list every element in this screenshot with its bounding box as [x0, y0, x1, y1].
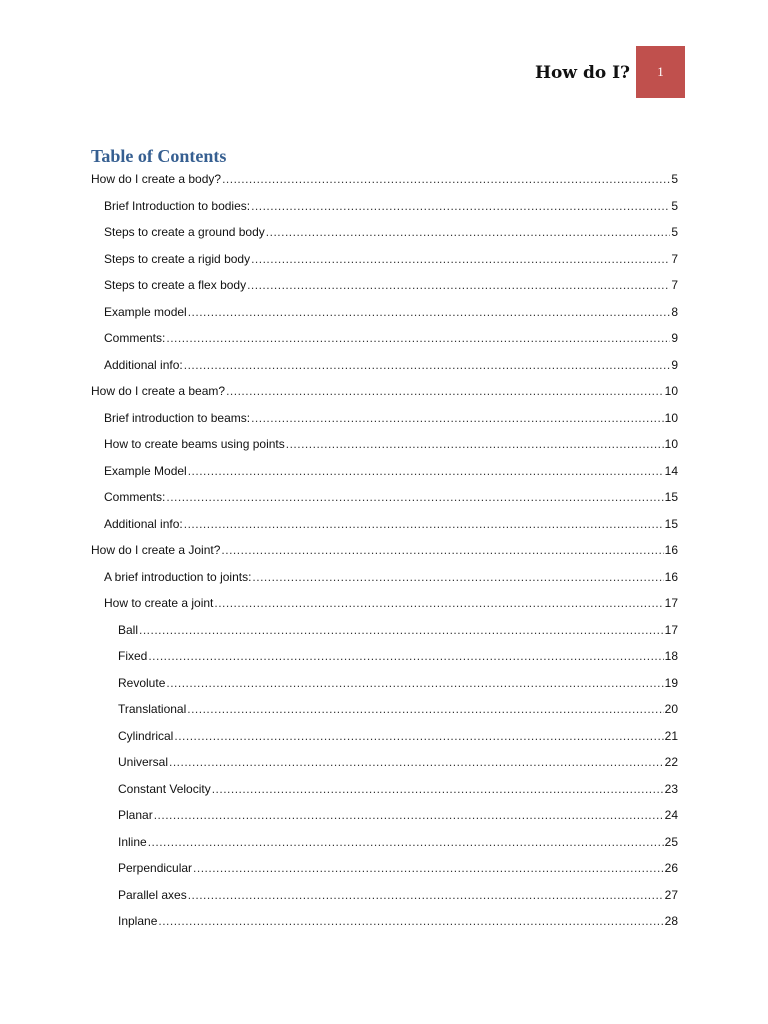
- toc-entry[interactable]: [0, 378, 768, 405]
- toc-entry-page: 19: [664, 675, 678, 690]
- toc-entry[interactable]: [0, 325, 768, 352]
- toc-dot-leader: [286, 431, 664, 458]
- toc-entry[interactable]: [0, 272, 768, 299]
- toc-entry[interactable]: [0, 855, 768, 882]
- toc-entry-page: 9: [671, 331, 678, 345]
- toc-entry-page: 22: [664, 755, 678, 769]
- toc-entry[interactable]: [0, 511, 768, 538]
- toc-entry-page: 24: [664, 808, 678, 822]
- toc-entry[interactable]: [0, 537, 768, 564]
- toc-dot-leader: [251, 193, 670, 220]
- toc-dot-leader: [166, 484, 663, 511]
- toc-entry[interactable]: [0, 643, 768, 670]
- toc-entry-page: 15: [664, 516, 678, 531]
- toc-entry-title: Universal: [118, 755, 169, 769]
- toc-entry[interactable]: [0, 829, 768, 856]
- toc-dot-leader: [226, 378, 664, 405]
- toc-entry-title: Comments:: [104, 490, 166, 504]
- toc-entry-page: 28: [664, 914, 678, 928]
- toc-entry-title: Inplane: [118, 914, 158, 928]
- toc-dot-leader: [193, 855, 664, 882]
- toc-dot-leader: [221, 537, 663, 564]
- toc-entry-page: 23: [664, 781, 678, 796]
- toc-dot-leader: [174, 723, 663, 750]
- toc-entry[interactable]: [0, 749, 768, 776]
- toc-entry-page: 8: [671, 304, 678, 319]
- toc-entry-page: 10: [664, 384, 678, 398]
- toc-entry-page: 10: [664, 437, 678, 451]
- toc-entry-title: Steps to create a rigid body: [104, 251, 251, 266]
- toc-entry[interactable]: [0, 564, 768, 591]
- toc-entry[interactable]: [0, 299, 768, 326]
- toc-dot-leader: [148, 643, 663, 670]
- toc-entry-page: 25: [664, 834, 678, 849]
- toc-entry[interactable]: [0, 458, 768, 485]
- toc-dot-leader: [266, 219, 670, 246]
- toc-dot-leader: [166, 325, 670, 352]
- toc-entry-page: 14: [664, 463, 678, 478]
- toc-entry[interactable]: [0, 617, 768, 644]
- toc-entry-title: Steps to create a ground body: [104, 225, 265, 239]
- toc-entry[interactable]: [0, 908, 768, 935]
- toc-entry-title: Perpendicular: [118, 861, 193, 875]
- toc-dot-leader: [251, 405, 664, 432]
- toc-entry[interactable]: [0, 882, 768, 909]
- toc-entry-page: 10: [664, 410, 678, 425]
- toc-entry-page: 17: [664, 622, 678, 637]
- toc-dot-leader: [188, 458, 664, 485]
- toc-dot-leader: [251, 246, 670, 273]
- toc-entry-title: Planar: [118, 808, 153, 822]
- toc-dot-leader: [148, 829, 664, 856]
- toc-entry-page: 5: [671, 198, 678, 213]
- toc-entry-page: 9: [671, 357, 678, 372]
- toc-entry-title: How do I create a body?: [91, 172, 222, 186]
- toc-dot-leader: [139, 617, 664, 644]
- toc-dot-leader: [184, 352, 670, 379]
- toc-entry-title: Constant Velocity: [118, 781, 211, 796]
- toc-entry-title: Brief introduction to beams:: [104, 410, 251, 425]
- toc-entry-title: Brief Introduction to bodies:: [104, 198, 251, 213]
- toc-entry-title: Example Model: [104, 463, 187, 478]
- toc-entry[interactable]: [0, 431, 768, 458]
- toc-entry[interactable]: [0, 352, 768, 379]
- toc-entry-page: 5: [671, 225, 678, 239]
- toc-entry-title: How to create a joint: [104, 596, 214, 610]
- toc-entry[interactable]: [0, 696, 768, 723]
- toc-entry-page: 7: [671, 278, 678, 292]
- toc-entry[interactable]: [0, 166, 768, 193]
- toc-entry[interactable]: [0, 776, 768, 803]
- toc-entry-title: How do I create a Joint?: [91, 543, 221, 557]
- toc-entry[interactable]: [0, 670, 768, 697]
- toc-entry-title: Revolute: [118, 675, 166, 690]
- toc-entry-title: Example model: [104, 304, 187, 319]
- toc-entry[interactable]: [0, 723, 768, 750]
- toc-entry-page: 16: [664, 569, 678, 584]
- toc-entry-page: 27: [664, 887, 678, 902]
- toc-entry-page: 15: [664, 490, 678, 504]
- toc-dot-leader: [214, 590, 663, 617]
- toc-dot-leader: [154, 802, 664, 829]
- toc-dot-leader: [184, 511, 664, 538]
- toc-entry[interactable]: [0, 802, 768, 829]
- toc-entry-page: 18: [664, 649, 678, 663]
- toc-dot-leader: [212, 776, 664, 803]
- toc-entry[interactable]: [0, 484, 768, 511]
- toc-entry-title: Inline: [118, 834, 147, 849]
- toc-dot-leader: [222, 166, 670, 193]
- toc-list: [0, 166, 768, 935]
- toc-dot-leader: [187, 696, 663, 723]
- toc-entry[interactable]: [0, 193, 768, 220]
- toc-entry[interactable]: [0, 405, 768, 432]
- toc-dot-leader: [158, 908, 663, 935]
- toc-entry[interactable]: [0, 590, 768, 617]
- page-number-badge: [636, 46, 685, 98]
- toc-entry-title: Translational: [118, 702, 187, 716]
- toc-entry-title: Fixed: [118, 649, 148, 663]
- toc-dot-leader: [247, 272, 670, 299]
- toc-entry-page: 17: [664, 596, 678, 610]
- toc-entry-page: 21: [664, 728, 678, 743]
- toc-entry-title: Steps to create a flex body: [104, 278, 247, 292]
- toc-entry-page: 5: [671, 172, 678, 186]
- toc-dot-leader: [252, 564, 663, 591]
- toc-entry-page: 26: [664, 861, 678, 875]
- toc-entry-title: Cylindrical: [118, 728, 174, 743]
- toc-entry-title: How do I create a beam?: [91, 384, 226, 398]
- toc-entry-title: Ball: [118, 622, 139, 637]
- toc-entry-title: How to create beams using points: [104, 437, 285, 451]
- toc-entry-page: 20: [664, 702, 678, 716]
- toc-dot-leader: [188, 299, 670, 326]
- page-number: 1: [657, 64, 664, 79]
- toc-entry-title: Additional info:: [104, 357, 183, 372]
- toc-entry-title: Comments:: [104, 331, 166, 345]
- toc-dot-leader: [166, 670, 663, 697]
- header-title: How do I?: [534, 63, 630, 83]
- toc-heading: Table of Contents: [91, 146, 227, 166]
- toc-entry-title: Additional info:: [104, 516, 183, 531]
- toc-dot-leader: [169, 749, 664, 776]
- toc-dot-leader: [188, 882, 664, 909]
- toc-entry-title: Parallel axes: [118, 887, 187, 902]
- toc-entry[interactable]: [0, 246, 768, 273]
- toc-entry-title: A brief introduction to joints:: [104, 569, 252, 584]
- toc-entry-page: 7: [671, 251, 678, 266]
- toc-entry[interactable]: [0, 219, 768, 246]
- toc-entry-page: 16: [664, 543, 678, 557]
